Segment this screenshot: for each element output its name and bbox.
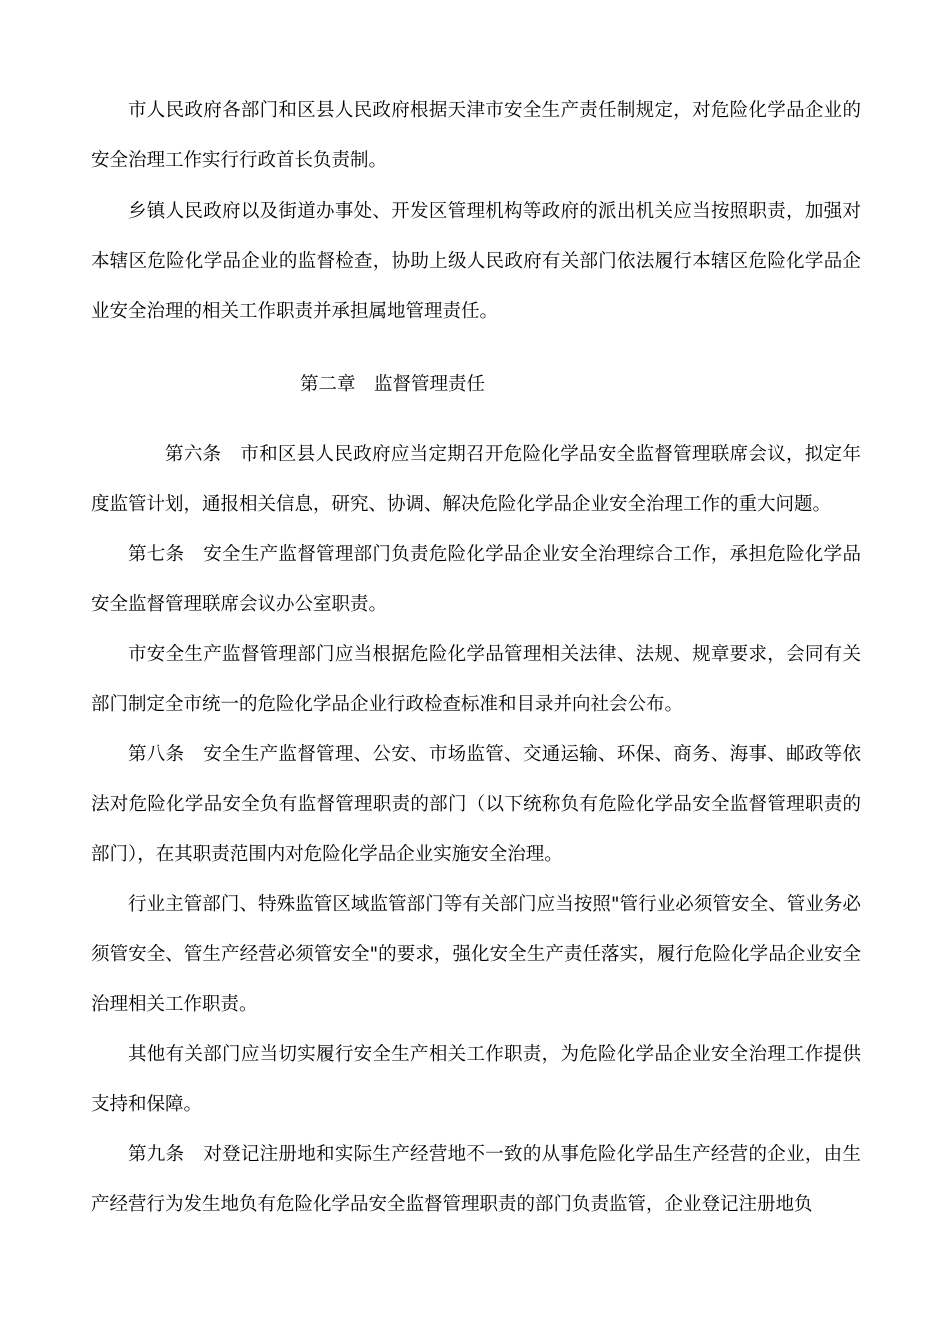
article-9: 第九条 对登记注册地和实际生产经营地不一致的从事危险化学品生产经营的企业，由生产经营行为发生地负有危险化学品安全监督管理职责的部门负责监管，企业登记注册地负: [91, 1144, 861, 1215]
article-8: 第八条 安全生产监督管理、公安、市场监管、交通运输、环保、商务、海事、邮政等依法对危险化学品安全负有监督管理职责的部门（以下统称负有危险化学品安全监督管理职责的部门），在其职责范围内对危险化学品企业实施安全治理。: [91, 744, 861, 865]
article-7: 第七条 安全生产监督管理部门负责危险化学品企业安全治理综合工作，承担危险化学品安全监督管理联席会议办公室职责。: [91, 544, 861, 615]
article-7-paragraph-2: 市安全生产监督管理部门应当根据危险化学品管理相关法律、法规、规章要求，会同有关部门制定全市统一的危险化学品企业行政检查标准和目录并向社会公布。: [91, 644, 861, 715]
article-6: 第六条 市和区县人民政府应当定期召开危险化学品安全监督管理联席会议，拟定年度监管计划，通报相关信息，研究、协调、解决危险化学品企业安全治理工作的重大问题。: [91, 444, 861, 515]
article-8-paragraph-3: 其他有关部门应当切实履行安全生产相关工作职责，为危险化学品企业安全治理工作提供支持和保障。: [91, 1044, 861, 1115]
chapter-heading: 第二章 监督管理责任: [300, 374, 486, 395]
paragraph-responsibility: 市人民政府各部门和区县人民政府根据天津市安全生产责任制规定，对危险化学品企业的安全治理工作实行行政首长负责制。: [91, 100, 861, 171]
article-8-paragraph-2: 行业主管部门、特殊监管区域监管部门等有关部门应当按照"管行业必须管安全、管业务必须管安全、管生产经营必须管安全"的要求，强化安全生产责任落实，履行危险化学品企业安全治理相关工作职责。: [91, 894, 861, 1015]
paragraph-township: 乡镇人民政府以及街道办事处、开发区管理机构等政府的派出机关应当按照职责，加强对本辖区危险化学品企业的监督检查，协助上级人民政府有关部门依法履行本辖区危险化学品企业安全治理的相关工作职责并承担属地管理责任。: [91, 201, 861, 322]
